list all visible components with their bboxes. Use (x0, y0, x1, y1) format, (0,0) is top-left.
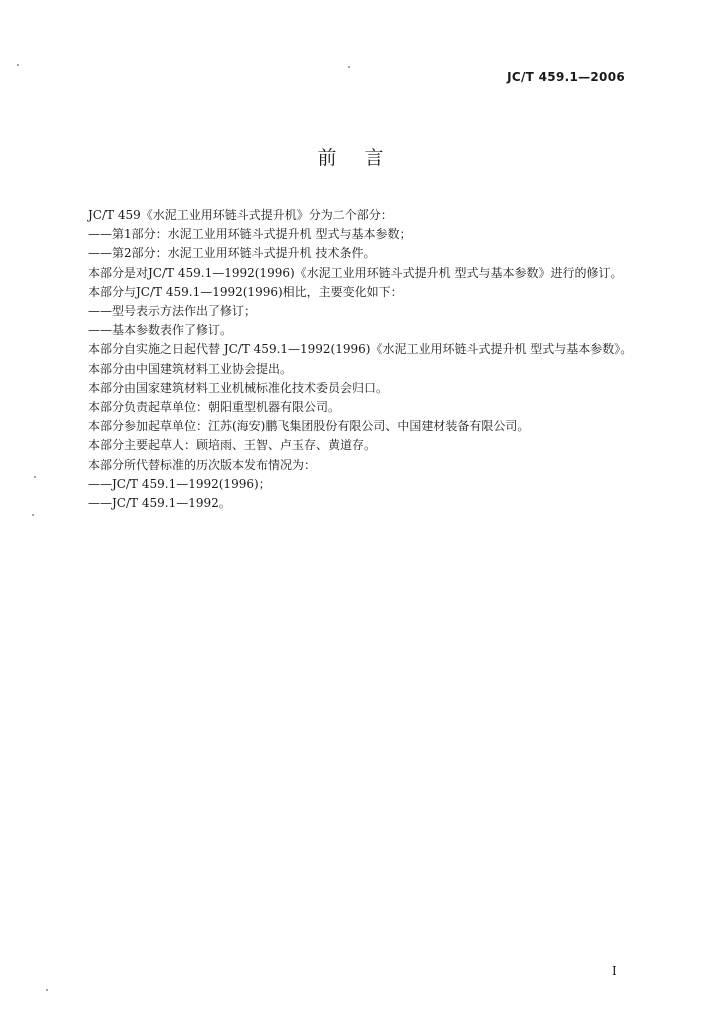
paragraph-proposed-by: 本部分由中国建筑材料工业协会提出。 (88, 361, 293, 376)
scan-speck (17, 64, 19, 66)
scan-speck (32, 514, 34, 516)
paragraph-intro: JC/T 459《水泥工业用环链斗式提升机》分为二个部分： (88, 208, 393, 222)
list-item-part-2: ——第2部分：水泥工业用环链斗式提升机 技术条件。 (88, 246, 376, 261)
paragraph-revision: 本部分是对JC/T 459.1—1992(1996)《水泥工业用环链斗式提升机 型式与基本参数》进行的修订。 (88, 265, 623, 280)
list-item-change-2: ——基本参数表作了修订。 (88, 323, 233, 338)
page-title: 前言 (317, 147, 412, 169)
scan-speck (46, 989, 48, 991)
list-item-part-1: ——第1部分：水泥工业用环链斗式提升机 型式与基本参数； (88, 227, 412, 242)
page-number: I (612, 964, 617, 978)
list-item-change-1: ——型号表示方法作出了修订； (88, 304, 257, 319)
paragraph-replaces: 本部分自实施之日起代替 JC/T 459.1—1992(1996)《水泥工业用环链斗式提升机 型式与基本参数》。 (88, 342, 633, 357)
standard-number: JC/T 459.1—2006 (507, 70, 625, 84)
list-item-history-1: ——JC/T 459.1—1992(1996)； (88, 476, 271, 491)
list-item-history-2: ——JC/T 459.1—1992。 (88, 496, 231, 511)
paragraph-participating-units: 本部分参加起草单位：江苏(海安)鹏飞集团股份有限公司、中国建材装备有限公司。 (88, 419, 530, 434)
paragraph-drafting-unit: 本部分负责起草单位：朝阳重型机器有限公司。 (88, 400, 341, 415)
paragraph-administered-by: 本部分由国家建筑材料工业机械标准化技术委员会归口。 (88, 380, 389, 395)
scan-speck (348, 66, 350, 68)
paragraph-history: 本部分所代替标准的历次版本发布情况为： (88, 457, 317, 472)
paragraph-drafters: 本部分主要起草人：顾培雨、王智、卢玉存、黄道存。 (88, 438, 377, 453)
scan-speck (34, 476, 36, 478)
paragraph-changes: 本部分与JC/T 459.1—1992(1996)相比，主要变化如下： (88, 284, 403, 299)
foreword-body (88, 206, 638, 513)
